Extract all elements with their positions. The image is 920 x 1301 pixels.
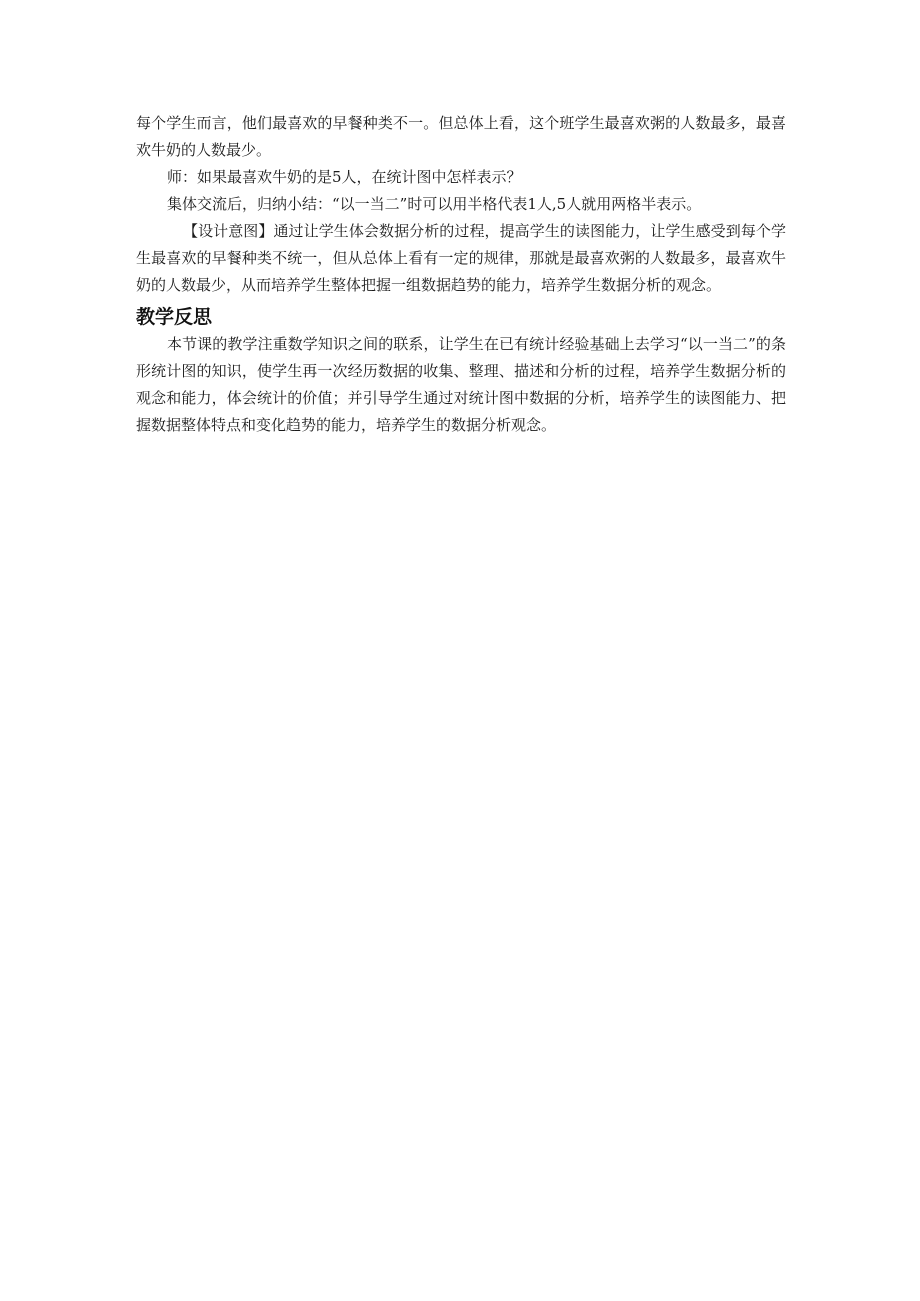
paragraph-reflection: 本节课的教学注重数学知识之间的联系，让学生在已有统计经验基础上去学习“以一当二”的条形统计图的知识，使学生再一次经历数据的收集、整理、描述和分析的过程，培养学生数据分析的观念和能力，体会统计的价值；并引导学生通过对统计图中数据的分析，培养学生的读图能力、把握数据整体特点和变化趋势的能力，培养学生的数据分析观念。 [136,335,786,434]
paragraph-summary: 集体交流后，归纳小结：“以一当二”时可以用半格代表1人,5人就用两格半表示。 [167,195,702,213]
section-heading-teaching-reflection: 教学反思 [136,306,213,328]
paragraph-continuation: 每个学生而言，他们最喜欢的早餐种类不一。但总体上看，这个班学生最喜欢粥的人数最多，最喜欢牛奶的人数最少。 [136,114,786,159]
paragraph-teacher-question: 师：如果最喜欢牛奶的是5人，在统计图中怎样表示？ [167,168,522,186]
document-page [136,110,786,439]
paragraph-design-intent: 【设计意图】通过让学生体会数据分析的过程，提高学生的读图能力，让学生感受到每个学生最喜欢的早餐种类不统一，但从总体上看有一定的规律，那就是最喜欢粥的人数最多，最喜欢牛奶的人数最少，从而培养学生整体把握一组数据趋势的能力，培养学生数据分析的观念。 [136,222,786,294]
